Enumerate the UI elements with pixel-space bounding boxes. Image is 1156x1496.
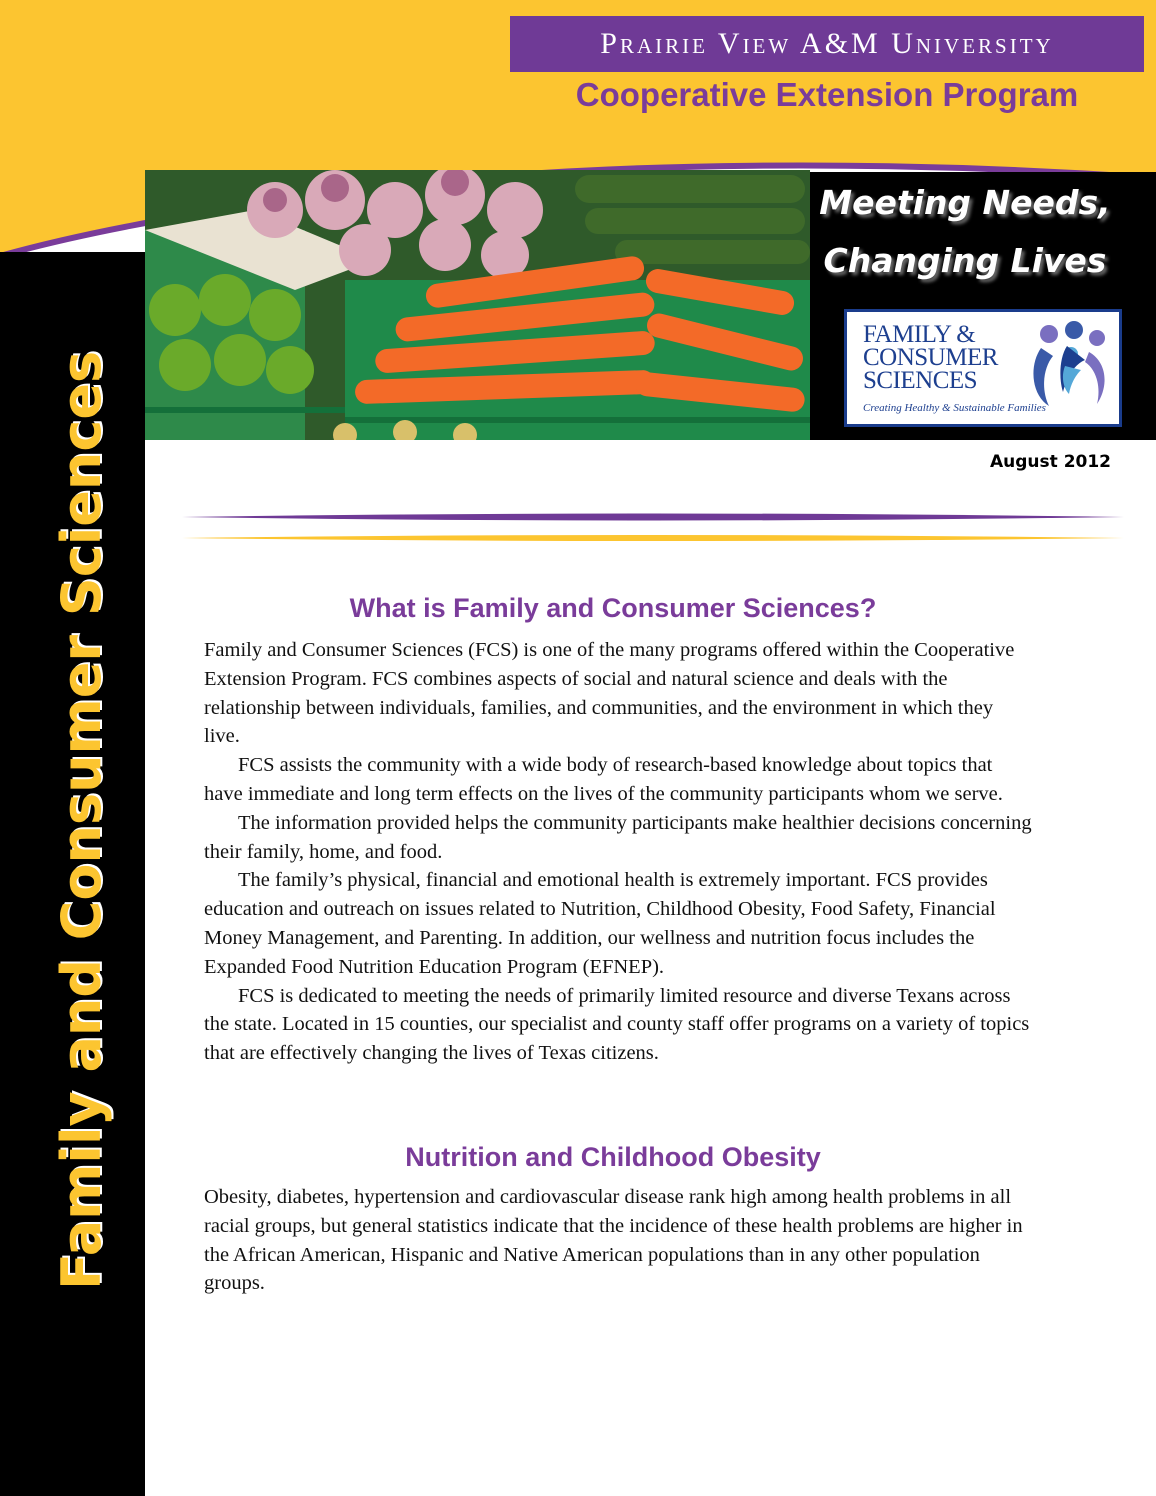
section-heading-what-is-fcs: What is Family and Consumer Sciences?	[349, 593, 877, 623]
tagline	[810, 174, 1120, 290]
decorative-divider	[182, 508, 1124, 548]
paragraph: FCS is dedicated to meeting the needs of primarily limited resource and diverse Texans across the state. Located in 15 counties, our specialist and county staff offer programs on a variety of topics that are effectively changing the lives of Texas citizens.	[204, 984, 1030, 1065]
logo-text-family: FAMILY &	[863, 321, 976, 348]
vegetables-photo	[145, 170, 810, 440]
section-heading-nutrition: Nutrition and Childhood Obesity	[405, 1142, 821, 1172]
paragraph: Obesity, diabetes, hypertension and cardiovascular disease rank high among health problems in all racial groups, but general statistics indicate that the incidence of these health problems are higher in the African American, Hispanic and Native American populations than in any other population groups.	[204, 1186, 1023, 1295]
paragraph: The information provided helps the community participants make healthier decisions concerning their family, home, and food.	[204, 811, 1032, 863]
sidebar-title: Family and Consumer Sciences	[50, 350, 113, 1290]
paragraph: The family’s physical, financial and emotional health is extremely important. FCS provides education and outreach on issues related to Nutrition, Childhood Obesity, Food Safety, Financial Money Management, and Parenting. In addition, our wellness and nutrition focus includes the Expanded Food Nutrition Education Program (EFNEP).	[204, 869, 996, 978]
logo-text-consumer: CONSUMER	[863, 344, 998, 371]
university-banner	[510, 16, 1144, 72]
university-name: Prairie View A&M University	[600, 27, 1054, 60]
section-body-what-is-fcs	[204, 636, 1034, 1068]
program-title: Cooperative Extension Program	[575, 76, 1079, 113]
section-body-nutrition	[204, 1183, 1034, 1298]
paragraph: Family and Consumer Sciences (FCS) is one of the many programs offered within the Cooperative Extension Program. FCS combines aspects of social and natural science and deals with the relationship between individuals, families, and communities, and the environment in which they live.	[204, 639, 1015, 748]
tagline-line1: Meeting Needs,	[819, 183, 1111, 222]
tagline-line2: Changing Lives	[823, 241, 1107, 280]
logo-text-sciences: SCIENCES	[863, 367, 978, 394]
fcs-logo	[844, 309, 1122, 427]
family-people-icon	[1019, 320, 1119, 410]
logo-tagline: Creating Healthy & Sustainable Families	[863, 402, 1046, 414]
paragraph: FCS assists the community with a wide body of research-based knowledge about topics that have immediate and long term effects on the lives of the community participants whom we serve.	[204, 754, 1003, 805]
issue-date: August 2012	[990, 452, 1112, 472]
vegetables-illustration	[145, 170, 810, 440]
